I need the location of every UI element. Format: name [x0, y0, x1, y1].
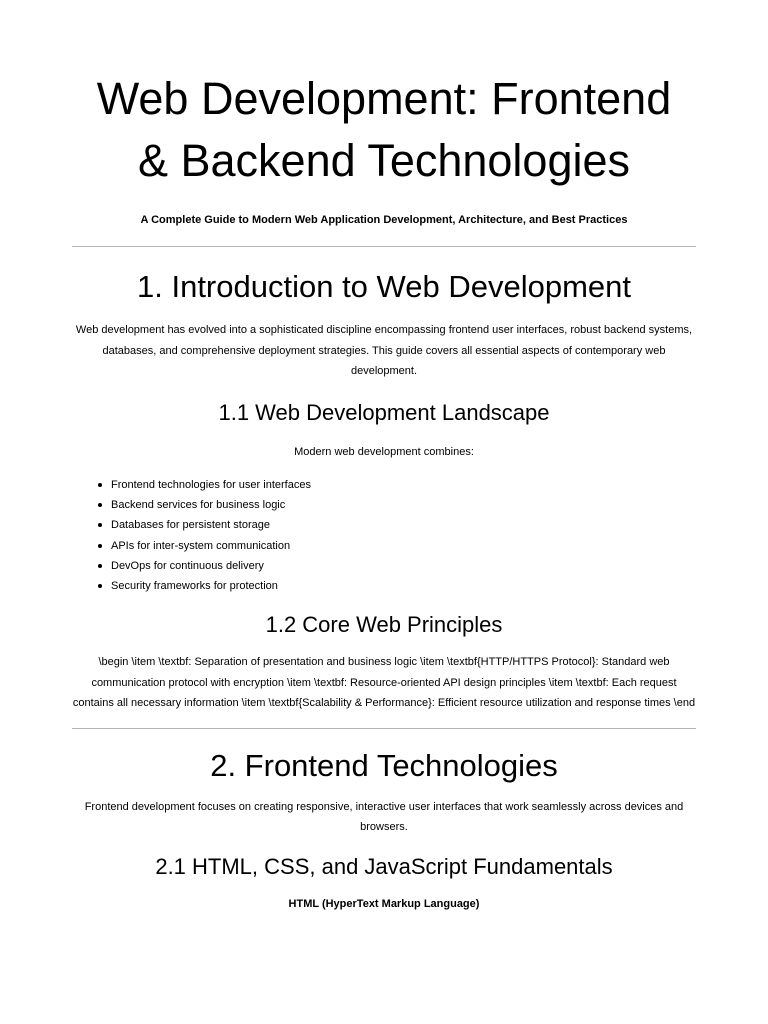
document-title-line-2: & Backend Technologies [137, 135, 630, 186]
bullet-icon [98, 503, 102, 507]
section-divider [72, 728, 696, 729]
list-item [96, 556, 696, 576]
bullet-icon [98, 584, 102, 588]
list-item-text: Security frameworks for protection [111, 580, 278, 593]
landscape-list [72, 475, 696, 596]
document-title [72, 0, 696, 192]
list-item-text: Frontend technologies for user interfaces [111, 479, 311, 491]
subsection-1-2-heading: 1.2 Core Web Principles [265, 612, 503, 638]
list-item-text: DevOps for continuous delivery [111, 559, 264, 572]
subsection-1-2-body: \begin \item \textbf: Separation of presentation and business logic \item \textbf{HTTP/HTTPS Protocol}: Standard web communication protocol with encryption \item \textbf: Resource-oriented API design principles \item \textbf: Each request contains all necessary information \item \textbf{Scalability & Performance}: Efficient resource utilization and response times \end [72, 656, 696, 710]
document-page [72, 0, 696, 912]
section-divider [72, 246, 696, 247]
document-subtitle: A Complete Guide to Modern Web Application Development, Architecture, and Best Practices [140, 214, 628, 226]
subsection-2-1-heading: 2.1 HTML, CSS, and JavaScript Fundamentals [155, 853, 613, 879]
section-1-heading: 1. Introduction to Web Development [137, 269, 631, 304]
section-1-intro: Web development has evolved into a sophisticated discipline encompassing frontend user interfaces, robust backend systems, databases, and comprehensive deployment strategies. This guide covers all essential aspects of contemporary web development. [75, 324, 693, 377]
bullet-icon [98, 523, 102, 527]
bullet-icon [98, 544, 102, 548]
bullet-icon [98, 483, 102, 487]
list-item [96, 495, 696, 515]
list-item-text: Databases for persistent storage [111, 519, 270, 532]
subsection-1-1-heading: 1.1 Web Development Landscape [218, 399, 550, 425]
list-item-text: Backend services for business logic [111, 499, 286, 512]
document-title-line-1: Web Development: Frontend [96, 73, 672, 124]
list-item [96, 536, 696, 556]
list-item-text: APIs for inter-system communication [111, 539, 291, 552]
subsection-1-1-lead: Modern web development combines: [294, 445, 474, 458]
section-2-heading: 2. Frontend Technologies [210, 747, 558, 783]
section-2-intro: Frontend development focuses on creating responsive, interactive user interfaces that work seamlessly across devices and browsers. [84, 800, 684, 834]
bullet-icon [98, 564, 102, 568]
list-item [96, 475, 696, 495]
list-item [96, 576, 696, 596]
list-item [96, 515, 696, 535]
html-label: HTML (HyperText Markup Language) [288, 897, 480, 910]
